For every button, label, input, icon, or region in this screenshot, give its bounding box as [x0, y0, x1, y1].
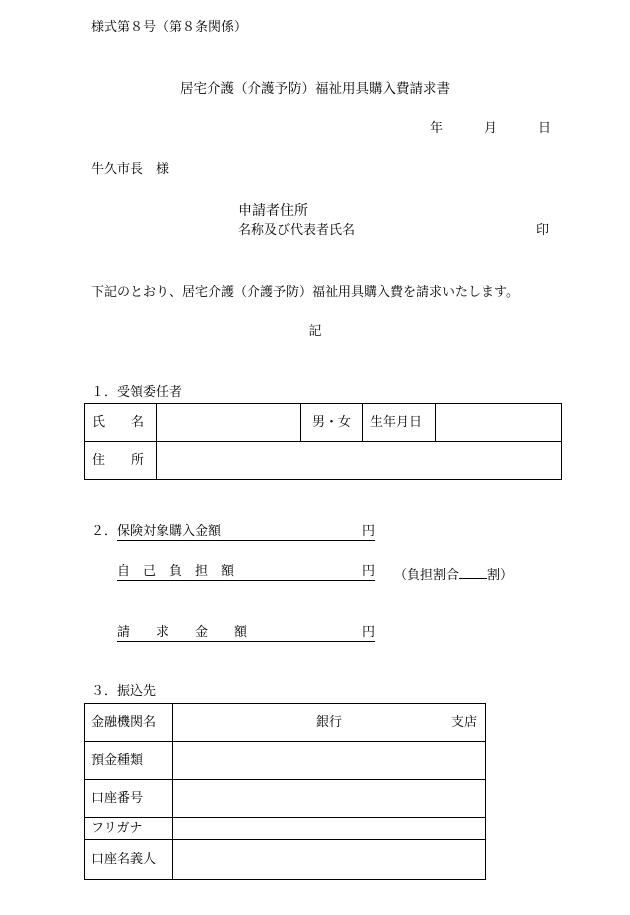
recipient-address-label: 住 所	[85, 442, 157, 480]
burden-ratio-prefix: （負担割合	[394, 568, 460, 583]
gender-label: 男・女	[301, 404, 363, 442]
deposit-type-label: 預金種類	[85, 742, 173, 780]
bank-name-label: 金融機関名	[85, 704, 173, 742]
insured-amount-label: 保険対象購入金額	[117, 524, 222, 539]
account-holder-field	[173, 840, 486, 880]
bank-name-field	[173, 704, 486, 742]
insured-amount-line	[117, 524, 375, 541]
burden-ratio-suffix: 割）	[487, 568, 514, 583]
insured-amount-yen: 円	[361, 524, 375, 539]
burden-ratio	[394, 564, 513, 584]
body-text: 下記のとおり、居宅介護（介護予防）福祉用具購入費を請求いたします。	[91, 285, 519, 300]
section2-number: ２．	[91, 524, 118, 539]
account-number-label: 口座番号	[85, 780, 173, 818]
recipient-name-label: 氏 名	[85, 404, 157, 442]
burden-ratio-blank	[459, 564, 487, 579]
applicant-address-label: 申請者住所	[238, 203, 308, 219]
date-month-label: 月	[484, 121, 498, 136]
seal-mark: 印	[536, 223, 550, 238]
bank-transfer-table	[84, 703, 486, 880]
branch-suffix: 支店	[451, 715, 478, 730]
self-pay-line	[117, 564, 375, 581]
account-number-field	[173, 780, 486, 818]
bank-suffix: 銀行	[316, 715, 343, 730]
deposit-type-field	[173, 742, 486, 780]
furigana-field	[173, 818, 486, 840]
ki-mark: 記	[308, 324, 322, 339]
claim-amount-label: 請 求 金 額	[117, 625, 248, 640]
date-year-label: 年	[430, 121, 444, 136]
form-number: 様式第８号（第８条関係）	[91, 20, 248, 35]
date-day-label: 日	[538, 121, 552, 136]
furigana-label: フリガナ	[85, 818, 173, 840]
claim-amount-yen: 円	[361, 625, 375, 640]
section3-heading: ３．振込先	[91, 684, 157, 699]
recipient-address-field	[157, 442, 562, 480]
section1-heading: １．受領委任者	[91, 385, 183, 400]
account-holder-label: 口座名義人	[85, 840, 173, 880]
birthdate-label: 生年月日	[363, 404, 436, 442]
self-pay-label: 自 己 負 担 額	[117, 564, 235, 579]
birthdate-field	[436, 404, 562, 442]
claim-amount-line	[117, 625, 375, 642]
addressee: 牛久市長 様	[91, 162, 170, 177]
recipient-table	[84, 403, 562, 480]
form-title: 居宅介護（介護予防）福祉用具購入費請求書	[180, 81, 450, 97]
self-pay-yen: 円	[361, 564, 375, 579]
applicant-name-label: 名称及び代表者氏名	[238, 223, 356, 238]
recipient-name-field	[157, 404, 301, 442]
